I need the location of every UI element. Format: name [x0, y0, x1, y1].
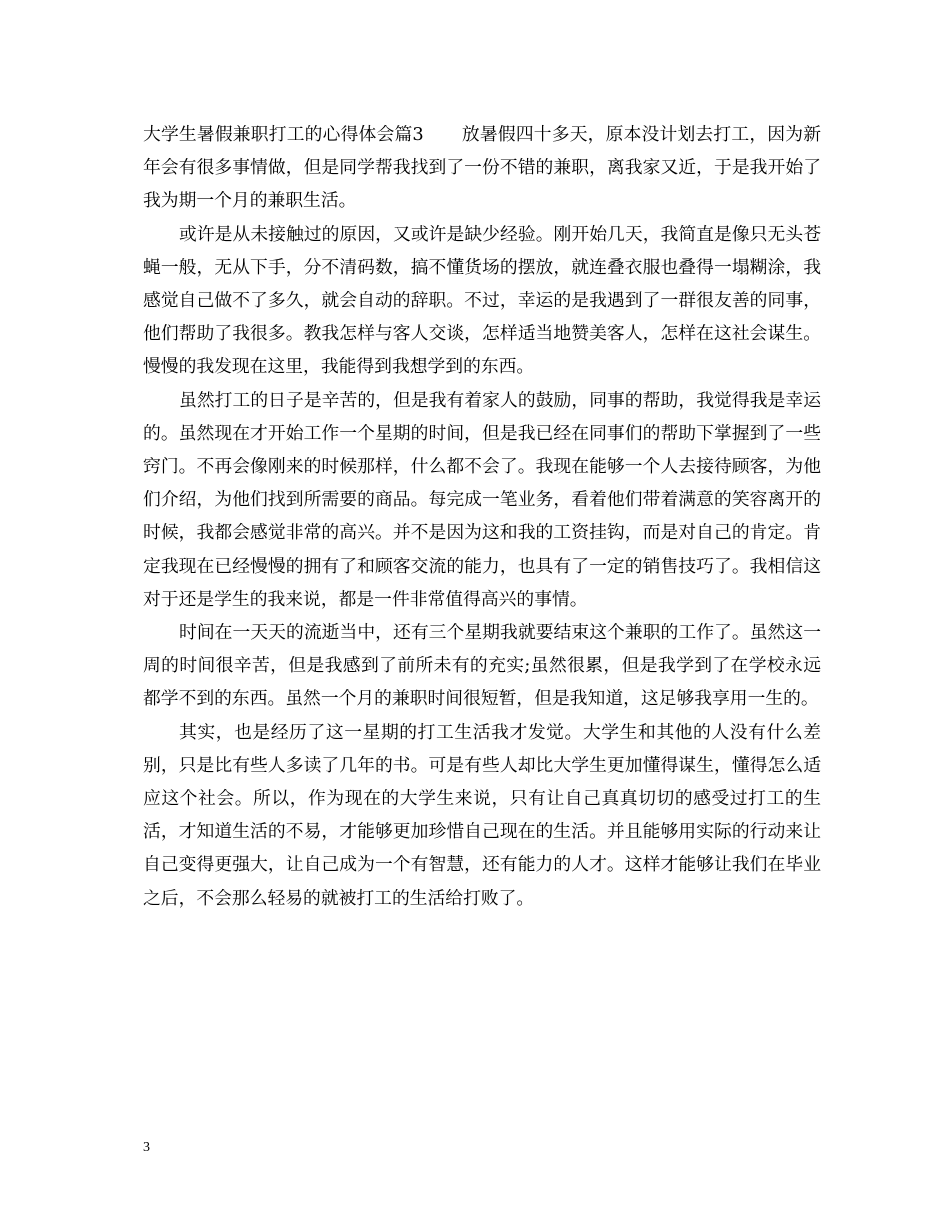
paragraph-2: 或许是从未接触过的原因，又或许是缺少经验。刚开始几天，我简直是像只无头苍蝇一般，无从下手，分不清码数，搞不懂货场的摆放，就连叠衣服也叠得一塌糊涂，我感觉自己做不了多久，就会自动的辞职。不过，幸运的是我遇到了一群很友善的同事，他们帮助了我很多。教我怎样与客人交谈，怎样适当地赞美客人，怎样在这社会谋生。慢慢的我发现在这里，我能得到我想学到的东西。: [143, 223, 821, 378]
paragraph-intro: [143, 118, 821, 218]
article-title: 大学生暑假兼职打工的心得体会篇3: [143, 124, 424, 145]
paragraph-3: 虽然打工的日子是辛苦的，但是我有着家人的鼓励，同事的帮助，我觉得我是幸运的。虽然现在才开始工作一个星期的时间，但是我已经在同事们的帮助下掌握到了一些窍门。不再会像刚来的时候那样，什么都不会了。我现在能够一个人去接待顾客，为他们介绍，为他们找到所需要的商品。每完成一笔业务，看着他们带着满意的笑容离开的时候，我都会感觉非常的高兴。并不是因为这和我的工资挂钩，而是对自己的肯定。肯定我现在已经慢慢的拥有了和顾客交流的能力，也具有了一定的销售技巧了。我相信这对于还是学生的我来说，都是一件非常值得高兴的事情。: [143, 389, 821, 610]
document-body: [143, 118, 821, 915]
page-number: 3: [143, 1140, 150, 1155]
paragraph-4: 时间在一天天的流逝当中，还有三个星期我就要结束这个兼职的工作了。虽然这一周的时间很辛苦，但是我感到了前所未有的充实;虽然很累，但是我学到了在学校永远都学不到的东西。虽然一个月的兼职时间很短暂，但是我知道，这足够我享用一生的。: [143, 622, 821, 710]
paragraph-1-text: 放暑假四十多天，原本没计划去打工，因为新年会有很多事情做，但是同学帮我找到了一份不错的兼职，离我家又近，于是我开始了我为期一个月的兼职生活。: [143, 124, 821, 212]
paragraph-5: 其实，也是经历了这一星期的打工生活我才发觉。大学生和其他的人没有什么差别，只是比有些人多读了几年的书。可是有些人却比大学生更加懂得谋生，懂得怎么适应这个社会。所以，作为现在的大学生来说，只有让自己真真切切的感受过打工的生活，才知道生活的不易，才能够更加珍惜自己现在的生活。并且能够用实际的行动来让自己变得更强大，让自己成为一个有智慧，还有能力的人才。这样才能够让我们在毕业之后，不会那么轻易的就被打工的生活给打败了。: [143, 721, 821, 909]
